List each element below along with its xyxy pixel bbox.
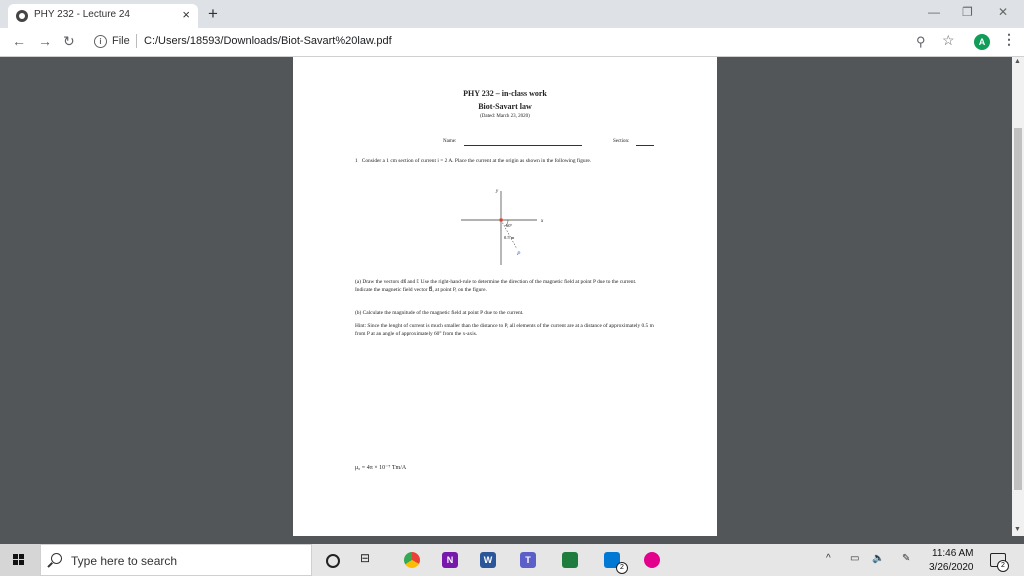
section-label: Section: — [613, 139, 630, 144]
distance-label: 0.5 m — [504, 235, 515, 240]
name-label: Name: — [443, 139, 457, 144]
mu-constant: μ₀ = 4π × 10⁻⁷ Tm/A — [355, 465, 407, 471]
taskbar-search[interactable] — [40, 544, 312, 576]
task-view-icon[interactable]: ⊟ — [360, 551, 371, 565]
back-icon[interactable]: ← — [12, 33, 26, 49]
clock-time[interactable]: 11:46 AM — [932, 548, 974, 559]
taskbar — [0, 544, 1024, 576]
volume-icon[interactable]: 🔈 — [872, 553, 885, 564]
current-figure — [461, 187, 551, 269]
close-window-button[interactable]: ✕ — [998, 5, 1009, 19]
battery-icon[interactable]: ▭ — [850, 553, 860, 564]
scrollbar-thumb[interactable] — [1014, 128, 1022, 490]
scroll-up-icon[interactable]: ▲ — [1014, 58, 1021, 65]
mail-badge: 2 — [616, 562, 628, 574]
clock-date[interactable]: 3/26/2020 — [929, 562, 974, 573]
chrome-icon[interactable] — [404, 552, 420, 568]
store-icon[interactable] — [562, 552, 578, 568]
part-b: (b) Calculate the magnitude of the magnetic field at point P due to the current. — [355, 310, 524, 316]
address-bar[interactable] — [86, 31, 966, 53]
start-button[interactable] — [0, 544, 40, 576]
file-label: File — [112, 35, 130, 47]
url-text[interactable]: C:/Users/18593/Downloads/Biot-Savart%20law.pdf — [144, 35, 392, 47]
problem-text: Consider a 1 cm section of current i = 2 A. Place the current at the origin as shown in the following figure. — [361, 158, 592, 164]
current-source-marker — [500, 219, 503, 222]
cortana-icon[interactable] — [326, 554, 340, 568]
problem-statement — [355, 158, 655, 166]
info-icon[interactable]: i — [94, 35, 107, 48]
word-icon[interactable]: W — [480, 552, 496, 568]
tab-strip — [0, 0, 1024, 28]
part-a: (a) Draw the vectors ds⃗ and r̂. Use the right-hand-rule to determine the direction of the magnetic field at point P due to the current. Indicate the magnetic field vector B⃗, at point P, on the figure. — [355, 279, 637, 293]
search-placeholder: Type here to search — [71, 554, 178, 568]
pen-icon[interactable]: ✎ — [902, 553, 911, 564]
windows-logo-icon — [13, 554, 25, 566]
new-tab-button[interactable]: + — [208, 4, 218, 23]
page-title: PHY 232 – in-class work — [463, 89, 547, 98]
problem-number: 1 — [355, 158, 358, 164]
pdf-page — [293, 57, 717, 536]
minimize-button[interactable]: — — [928, 5, 940, 19]
teams-icon[interactable]: T — [520, 552, 536, 568]
scroll-down-icon[interactable]: ▼ — [1014, 526, 1021, 533]
search-icon — [51, 553, 62, 564]
y-axis-label: y — [496, 189, 499, 194]
tab-close-icon[interactable]: × — [182, 7, 190, 22]
hint-text: Hint: Since the lenght of current is much smaller than the distance to P, all elements of the current are at a distance of approximately 0.5 m from P at an angle of approximately 60° from the x-axis. — [355, 323, 654, 337]
angle-label: 60° — [506, 223, 513, 228]
page-date: (Dated: March 23, 2020) — [480, 114, 530, 119]
x-axis-label: x — [541, 219, 544, 224]
bookmark-star-icon[interactable]: ☆ — [942, 32, 955, 48]
forward-icon[interactable]: → — [38, 33, 52, 49]
restore-button[interactable]: ❐ — [962, 5, 973, 19]
section-line — [636, 145, 654, 146]
url-separator — [136, 34, 137, 48]
notification-badge: 2 — [997, 560, 1009, 572]
tab-title: PHY 232 - Lecture 24 — [34, 9, 130, 20]
point-p-label: P — [517, 251, 521, 257]
profile-avatar[interactable]: A — [974, 34, 990, 50]
zoom-icon[interactable]: ⚲ — [916, 34, 926, 49]
chevron-up-icon[interactable]: ^ — [826, 553, 831, 564]
groove-music-icon[interactable] — [644, 552, 660, 568]
browser-tab[interactable] — [8, 4, 198, 28]
onenote-icon[interactable]: N — [442, 552, 458, 568]
favicon-icon — [16, 10, 28, 22]
menu-icon[interactable]: ⋮ — [1002, 31, 1016, 47]
reload-icon[interactable]: ↻ — [63, 33, 75, 49]
name-line — [464, 145, 582, 146]
browser-toolbar — [0, 28, 1024, 57]
page-subtitle: Biot-Savart law — [478, 102, 532, 111]
